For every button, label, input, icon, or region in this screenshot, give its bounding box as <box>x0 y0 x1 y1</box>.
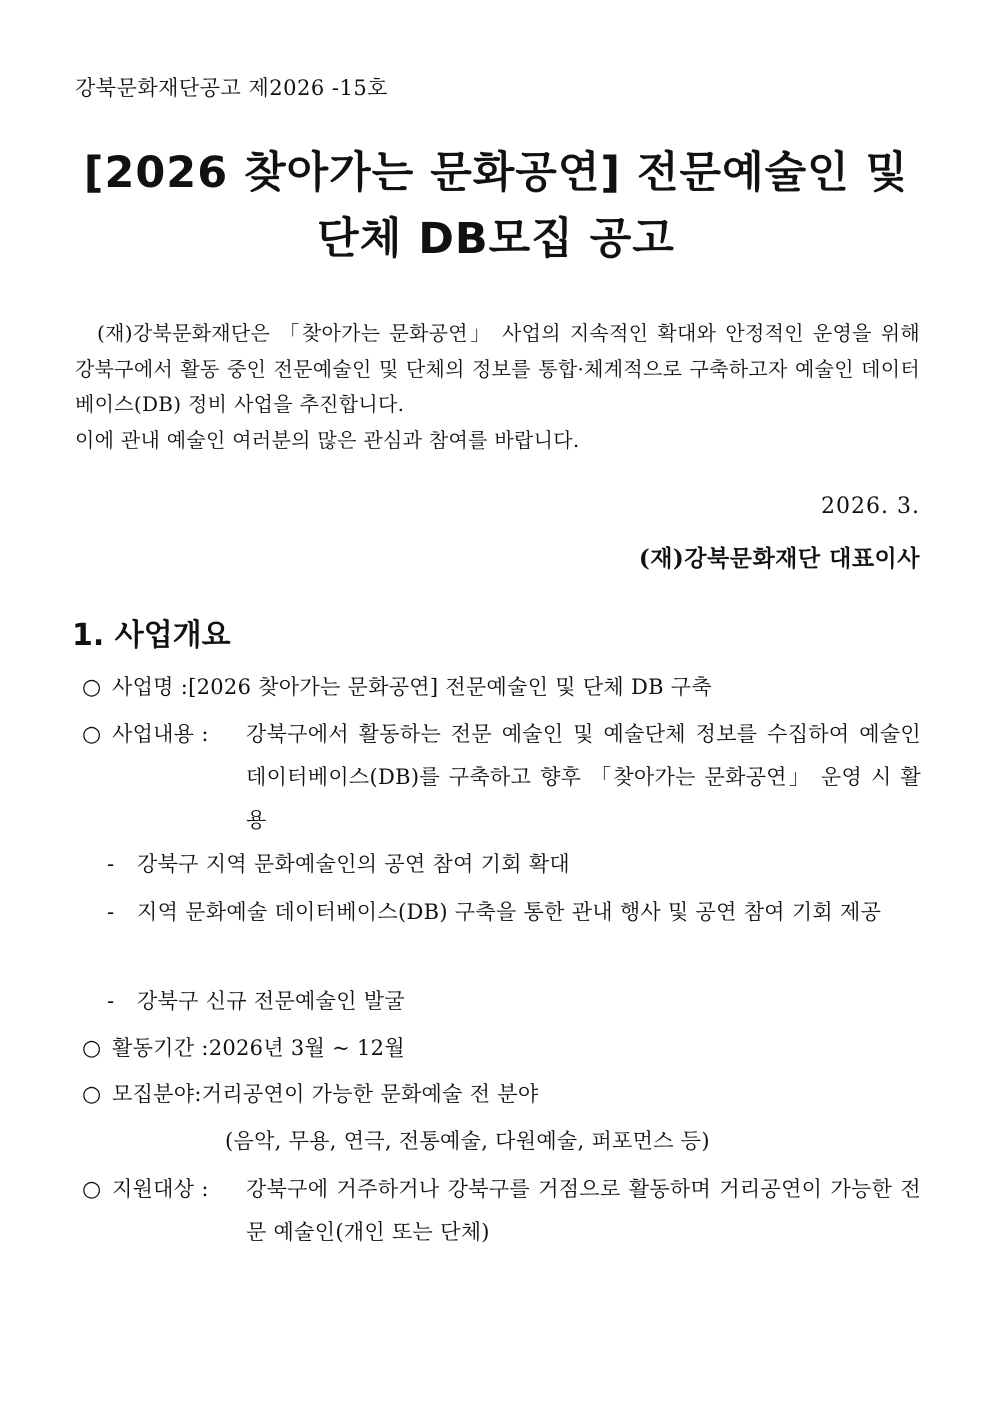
eligibility-label: 지원대상 : <box>112 1177 209 1201</box>
intro-paragraph-2: 이에 관내 예술인 여러분의 많은 관심과 참여를 바랍니다. <box>75 427 580 452</box>
project-content-value: 강북구에서 활동하는 전문 예술인 및 예술단체 정보를 수집하여 예술인 데이터베이스(DB)를 구축하고 향후 「찾아가는 문화공연」 운영 시 활용 <box>246 722 921 832</box>
bullet-circle: ○ <box>82 722 102 747</box>
notice-number: 강북문화재단공고 제2026 -15호 <box>75 76 388 100</box>
eligibility-item <box>82 1168 922 1254</box>
section-heading-overview: 1. 사업개요 <box>72 618 231 653</box>
sub-item-text: 강북구 신규 전문예술인 발굴 <box>137 989 405 1013</box>
project-content-item <box>82 713 922 842</box>
project-name-value: [2026 찾아가는 문화공연] 전문예술인 및 단체 DB 구축 <box>188 675 712 699</box>
issuing-organization: (재)강북문화재단 대표이사 <box>638 545 920 572</box>
sub-item <box>107 843 922 886</box>
recruit-field-value: 거리공연이 가능한 문화예술 전 분야 <box>201 1082 539 1106</box>
notice-title <box>0 140 992 272</box>
project-name-item <box>82 666 922 709</box>
bullet-circle: ○ <box>82 675 102 700</box>
intro-paragraph-1: (재)강북문화재단은 「찾아가는 문화공연」 사업의 지속적인 확대와 안정적인 운영을 위해 강북구에서 활동 중인 전문예술인 및 단체의 정보를 통합·체계적으로 구축하고자 예술인 데이터베이스(DB) 정비 사업을 추진합니다. <box>75 321 920 416</box>
recruit-field-item <box>82 1073 922 1116</box>
activity-period-item <box>82 1027 922 1070</box>
intro-text <box>75 316 920 458</box>
sub-item <box>107 980 922 1023</box>
project-content-label: 사업내용 : <box>112 722 209 746</box>
notice-title-line-1: [2026 찾아가는 문화공연] 전문예술인 및 <box>83 148 909 198</box>
notice-date: 2026. 3. <box>821 494 920 519</box>
sub-item-text: 강북구 지역 문화예술인의 공연 참여 기회 확대 <box>137 852 570 876</box>
bullet-circle: ○ <box>82 1082 102 1107</box>
notice-title-line-2: 단체 DB모집 공고 <box>317 214 675 264</box>
project-name-label: 사업명 : <box>112 675 189 699</box>
recruit-field-detail: (음악, 무용, 연극, 전통예술, 다원예술, 퍼포먼스 등) <box>225 1129 710 1153</box>
activity-period-value: 2026년 3월 ~ 12월 <box>208 1036 405 1060</box>
recruit-field-label: 모집분야: <box>112 1082 202 1106</box>
bullet-circle: ○ <box>82 1036 102 1061</box>
bullet-circle: ○ <box>82 1177 102 1202</box>
eligibility-value: 강북구에 거주하거나 강북구를 거점으로 활동하며 거리공연이 가능한 전문 예술인(개인 또는 단체) <box>246 1177 921 1244</box>
dash-bullet: - <box>107 900 115 924</box>
dash-bullet: - <box>107 852 115 876</box>
dash-bullet: - <box>107 989 115 1013</box>
activity-period-label: 활동기간 : <box>112 1036 209 1060</box>
sub-item-text: 지역 문화예술 데이터베이스(DB) 구축을 통한 관내 행사 및 공연 참여 기회 제공 <box>137 900 882 924</box>
sub-item <box>107 891 922 934</box>
